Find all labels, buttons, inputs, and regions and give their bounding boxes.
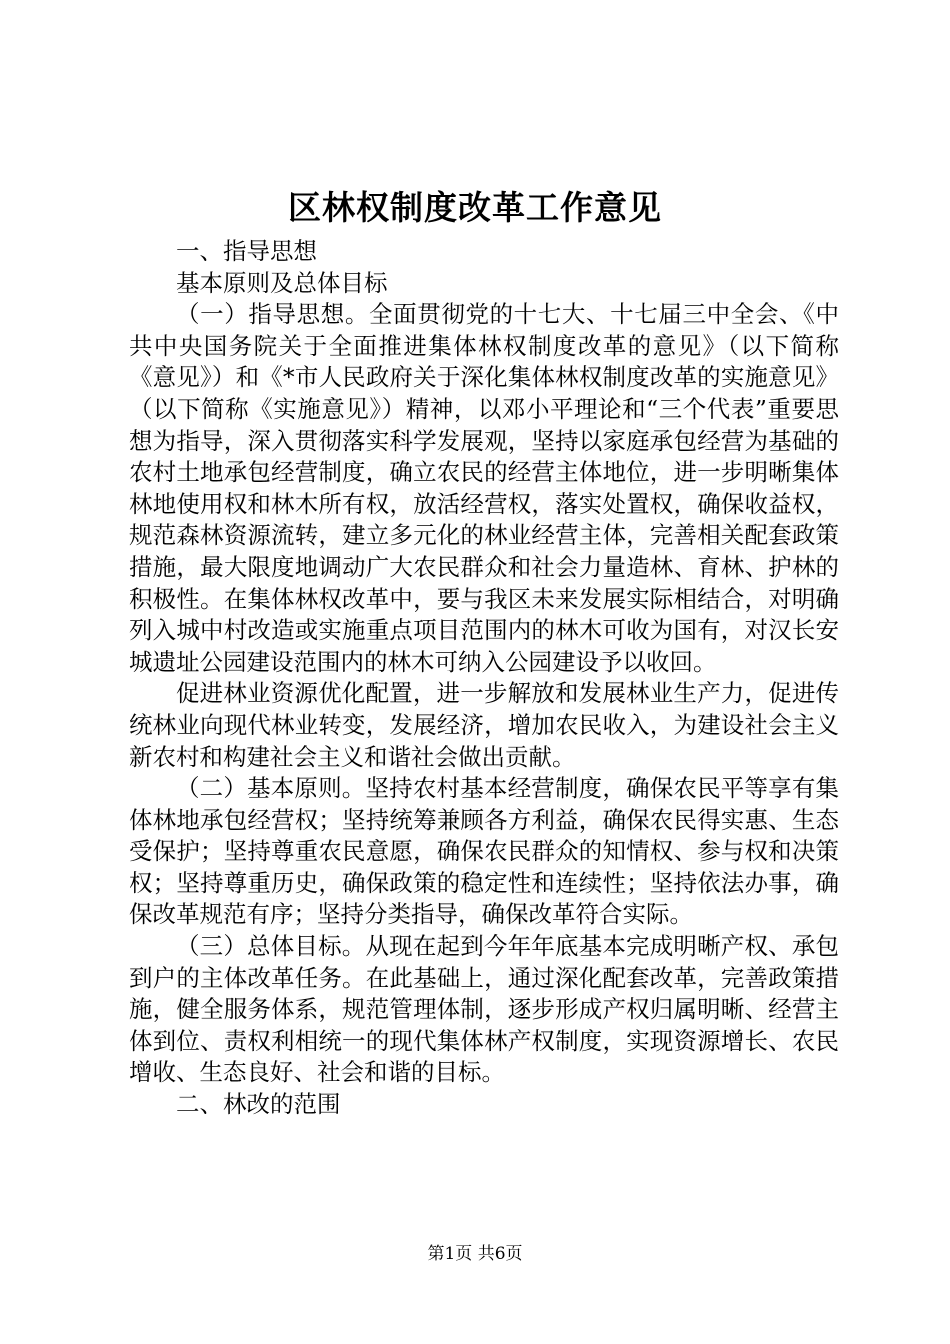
heading-principles-goals: 基本原则及总体目标 [176, 268, 388, 297]
paragraph-guiding-thought: （一）指导思想。全面贯彻党的十七大、十七届三中全会、《中共中央国务院关于全面推进集体林权制度改革的意见》（以下简称《意见》）和《*市人民政府关于深化集体林权制度改革的实施意见》（以下简称《实施意见》）精神，以邓小平理论和“三个代表”重要思想为指导，深入贯彻落实科学发展观，坚持以家庭承包经营为基础的农村土地承包经营制度，确立农民的经营主体地位，进一步明晰集体林地使用权和林木所有权，放活经营权，落实处置权，确保收益权，规范森林资源流转，建立多元化的林业经营主体，完善相关配套政策措施，最大限度地调动广大农民群众和社会力量造林、育林、护林的积极性。在集体林权改革中，要与我区未来发展实际相结合，对明确列入城中村改造或实施重点项目范围内的林木可收为国有，对汉长安城遗址公园建设范围内的林木可纳入公园建设予以收回。 [129, 300, 839, 676]
document-title: 区林权制度改革工作意见 [288, 188, 662, 227]
page-number-footer: 第1页 共6页 [427, 1244, 523, 1264]
paragraph-resource-allocation: 促进林业资源优化配置，进一步解放和发展林业生产力，促进传统林业向现代林业转变，发展经济，增加农民收入，为建设社会主义新农村和构建社会主义和谐社会做出贡献。 [129, 679, 839, 771]
heading-guiding-thought: 一、指导思想 [176, 237, 317, 265]
paragraph-basic-principles: （二）基本原则。坚持农村基本经营制度，确保农民平等享有集体林地承包经营权；坚持统筹兼顾各方利益，确保农民得实惠、生态受保护；坚持尊重农民意愿，确保农民群众的知情权、参与权和决策权；坚持尊重历史，确保政策的稳定性和连续性；坚持依法办事，确保改革规范有序；坚持分类指导，确保改革符合实际。 [129, 774, 839, 929]
document-body [129, 236, 839, 1121]
heading-reform-scope: 二、林改的范围 [176, 1090, 341, 1119]
paragraph-overall-goals: （三）总体目标。从现在起到今年年底基本完成明晰产权、承包到户的主体改革任务。在此基础上，通过深化配套改革，完善政策措施，健全服务体系，规范管理体制，逐步形成产权归属明晰、经营主体到位、责权利相统一的现代集体林产权制度，实现资源增长、农民增收、生态良好、社会和谐的目标。 [129, 932, 839, 1087]
